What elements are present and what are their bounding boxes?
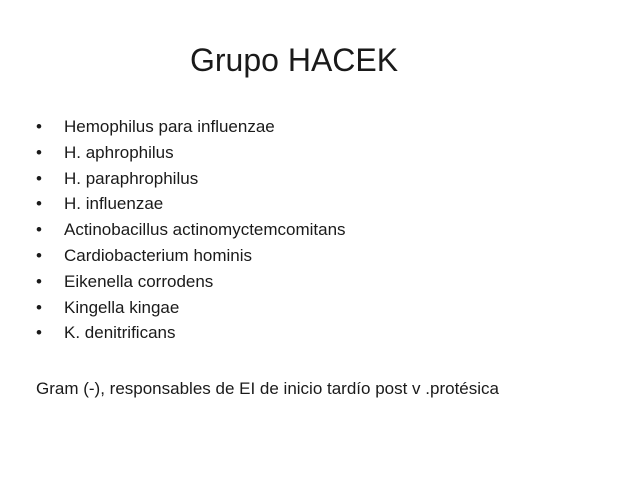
bullet-icon: •	[36, 271, 42, 291]
bullet-icon: •	[36, 220, 42, 240]
slide-title: Grupo HACEK	[190, 42, 399, 78]
bullet-icon: •	[36, 117, 42, 136]
bullet-icon: •	[36, 323, 42, 343]
list-item-text: H. aphrophilus	[64, 142, 174, 162]
list-item-text: Kingella kingae	[64, 297, 180, 317]
bullet-icon: •	[36, 194, 42, 214]
bullet-icon: •	[36, 142, 42, 162]
list-item-text: Eikenella corrodens	[64, 271, 214, 291]
list-item-text: K. denitrificans	[64, 323, 176, 343]
list-item-text: H. paraphrophilus	[64, 168, 199, 188]
list-item-text: Cardiobacterium hominis	[64, 245, 253, 265]
list-item-text: Hemophilus para influenzae	[64, 117, 275, 136]
bullet-icon: •	[36, 168, 42, 188]
bullet-icon: •	[36, 245, 42, 265]
list-item-text: Actinobacillus actinomyctemcomitans	[64, 220, 346, 240]
bullet-icon: •	[36, 297, 42, 317]
footer-note: Gram (-), responsables de EI de inicio tardío post v .protésica	[36, 379, 499, 398]
list-item-text: H. influenzae	[64, 194, 164, 214]
